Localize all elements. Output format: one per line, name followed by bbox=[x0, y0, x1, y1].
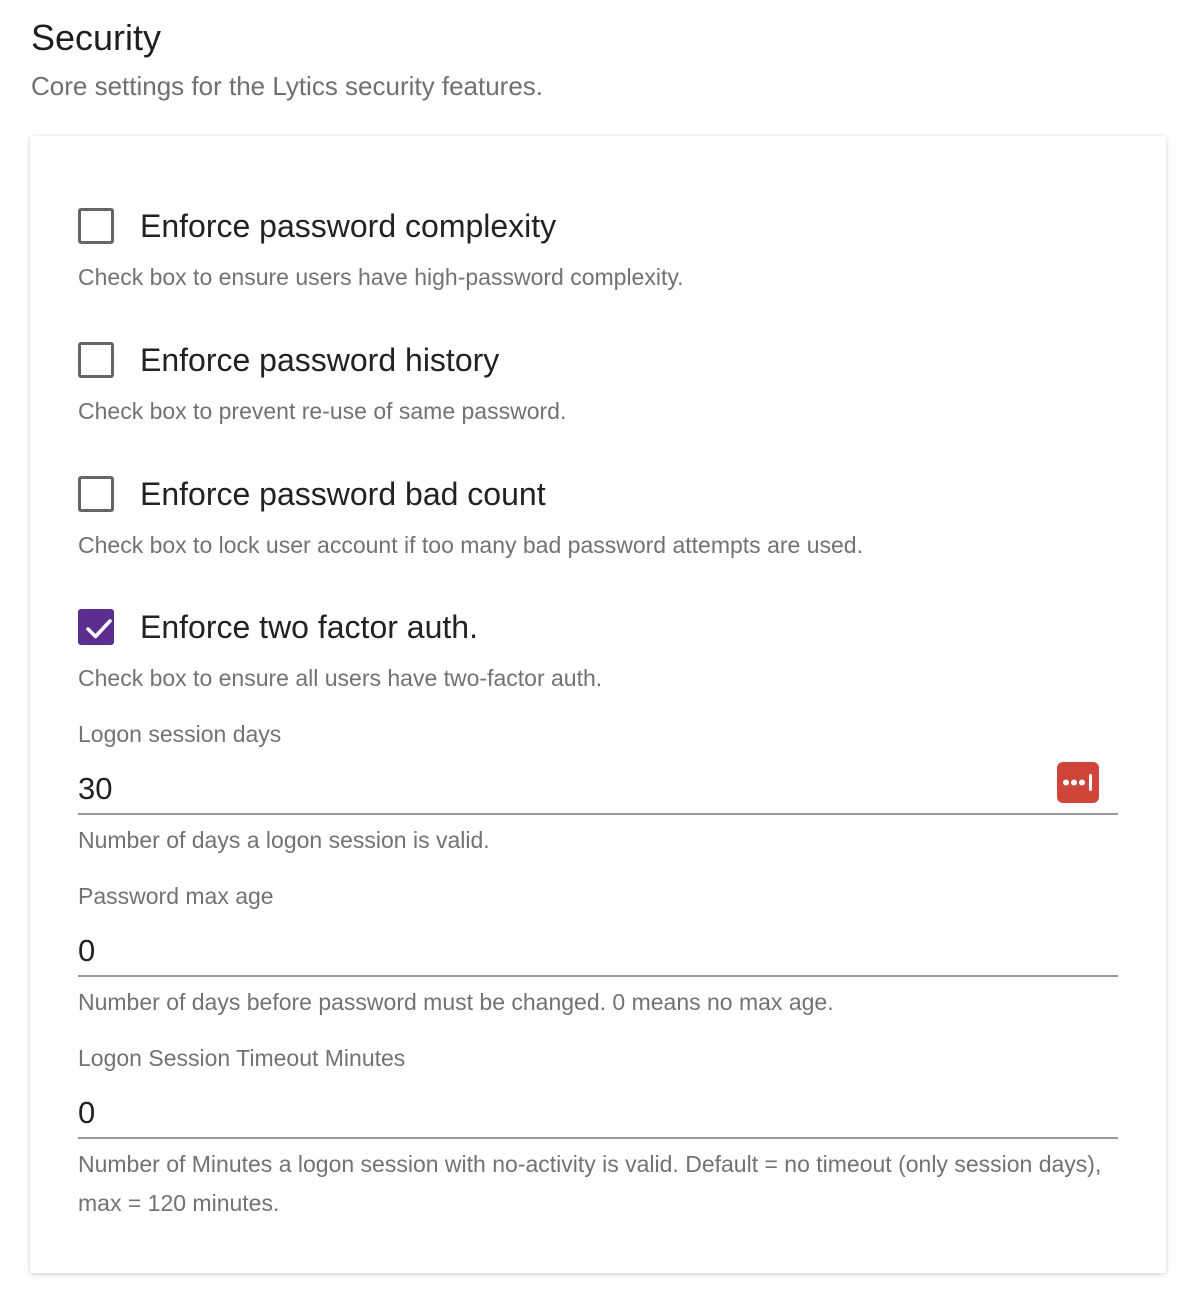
password-max-age-input[interactable] bbox=[78, 927, 1118, 977]
logon-session-timeout-help: Number of Minutes a logon session with no-activity is valid. Default = no timeout (only session days), max = 120 minutes. bbox=[78, 1151, 1102, 1216]
password-manager-button[interactable] bbox=[1057, 762, 1099, 803]
password-bad-count-help: Check box to lock user account if too many bad password attempts are used. bbox=[78, 532, 863, 558]
password-history-help: Check box to prevent re-use of same password. bbox=[78, 398, 567, 424]
password-bad-count-checkbox[interactable] bbox=[78, 476, 114, 512]
two-factor-auth-label: Enforce two factor auth. bbox=[140, 609, 478, 645]
two-factor-auth-checkbox[interactable] bbox=[78, 609, 114, 645]
password-complexity-label: Enforce password complexity bbox=[140, 208, 557, 244]
page-subtitle: Core settings for the Lytics security features. bbox=[31, 71, 544, 101]
password-complexity-checkbox[interactable] bbox=[78, 208, 114, 244]
password-manager-icon bbox=[1057, 762, 1099, 803]
two-factor-auth-option[interactable] bbox=[78, 607, 478, 647]
check-icon bbox=[84, 616, 114, 642]
password-max-age-help: Number of days before password must be changed. 0 means no max age. bbox=[78, 989, 834, 1015]
logon-session-timeout-label: Logon Session Timeout Minutes bbox=[78, 1045, 406, 1071]
password-history-label: Enforce password history bbox=[140, 342, 500, 378]
password-history-checkbox[interactable] bbox=[78, 342, 114, 378]
logon-session-days-input[interactable] bbox=[78, 765, 1118, 815]
password-complexity-help: Check box to ensure users have high-password complexity. bbox=[78, 264, 684, 290]
password-max-age-label: Password max age bbox=[78, 883, 274, 909]
security-settings-card bbox=[30, 136, 1166, 1273]
password-bad-count-option[interactable] bbox=[78, 474, 546, 514]
two-factor-auth-help: Check box to ensure all users have two-factor auth. bbox=[78, 665, 603, 691]
logon-session-days-help: Number of days a logon session is valid. bbox=[78, 827, 490, 853]
logon-session-timeout-input[interactable] bbox=[78, 1089, 1118, 1139]
password-bad-count-label: Enforce password bad count bbox=[140, 476, 546, 512]
password-complexity-option[interactable] bbox=[78, 206, 556, 246]
page-title: Security bbox=[31, 17, 162, 58]
password-history-option[interactable] bbox=[78, 340, 499, 380]
logon-session-days-label: Logon session days bbox=[78, 721, 282, 747]
